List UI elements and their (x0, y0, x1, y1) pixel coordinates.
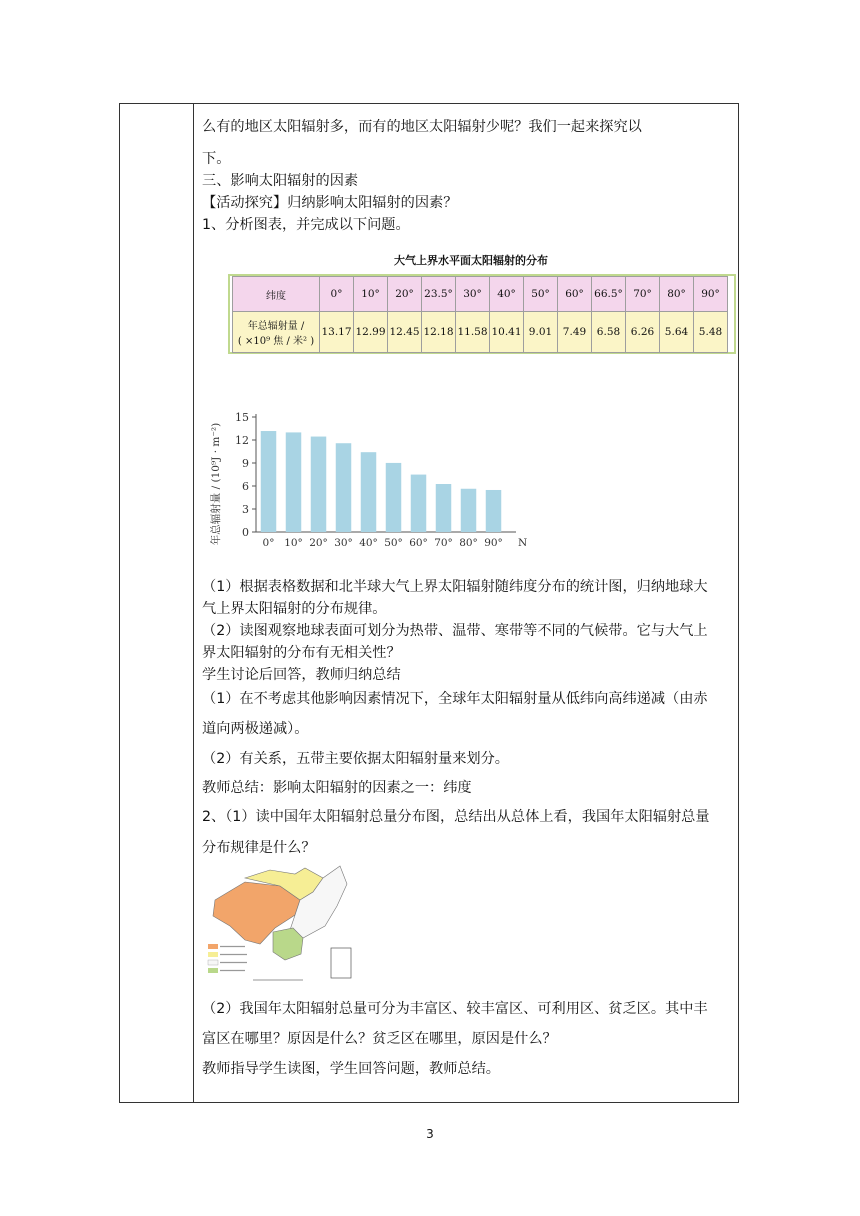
bar (411, 475, 427, 532)
lat-cell: 23.5° (422, 277, 456, 312)
lat-cell: 20° (388, 277, 422, 312)
text-line: 气上界太阳辐射的分布规律。 (202, 601, 387, 617)
lat-cell: 0° (320, 277, 354, 312)
y-tick-label: 0 (242, 526, 249, 539)
value-cell: 12.18 (422, 312, 456, 353)
text-line: （2）我国年太阳辐射总量可分为丰富区、较丰富区、可利用区、贫乏区。其中丰 (202, 1001, 708, 1017)
value-cell: 12.45 (388, 312, 422, 353)
y-tick-label: 9 (242, 457, 249, 470)
text-line: 2、（1）读中国年太阳辐射总量分布图，总结出从总体上看，我国年太阳辐射总量 (202, 809, 710, 825)
task-heading: 1、分析图表，并完成以下问题。 (202, 217, 410, 233)
x-tick-label: 10° (284, 537, 303, 549)
x-tick-label: 40° (359, 537, 378, 549)
lat-cell: 30° (456, 277, 490, 312)
y-tick-label: 12 (235, 434, 249, 447)
value-cell: 5.64 (660, 312, 694, 353)
x-tick-label: 50° (384, 537, 403, 549)
activity-heading: 【活动探究】归纳影响太阳辐射的因素？ (202, 195, 458, 211)
bar (361, 452, 377, 532)
lat-cell: 10° (354, 277, 388, 312)
value-cell: 6.26 (626, 312, 660, 353)
bar (386, 463, 402, 532)
text-line: 道向两极递减）。 (202, 721, 309, 737)
page-number: 3 (426, 1127, 434, 1141)
y-tick-label: 3 (242, 503, 249, 516)
x-tick-label: 30° (334, 537, 353, 549)
lat-cell: 60° (558, 277, 592, 312)
radiation-header-line2: ( ×10⁹ 焦 / 米² ) (237, 336, 315, 347)
x-tick-label: 0° (262, 537, 275, 549)
column-divider (193, 104, 194, 1102)
lesson-table (119, 103, 739, 1103)
bar (486, 490, 502, 532)
radiation-table-figure (206, 248, 736, 358)
radiation-row (233, 312, 728, 353)
text-line: 下。 (202, 151, 231, 167)
text-line: 界太阳辐射的分布有无相关性？ (202, 645, 401, 661)
value-cell: 7.49 (558, 312, 592, 353)
china-radiation-map (205, 860, 355, 984)
bar (336, 443, 352, 532)
x-axis-end-label: N (518, 537, 528, 549)
text-line: 么有的地区太阳辐射多，而有的地区太阳辐射少呢？我们一起来探究以 (202, 119, 642, 135)
radiation-header-line1: 年总辐射量 / (247, 321, 305, 332)
bar (436, 484, 452, 532)
legend-swatch-3 (208, 960, 218, 965)
x-tick-label: 70° (434, 537, 453, 549)
value-cell: 12.99 (354, 312, 388, 353)
lat-cell: 80° (660, 277, 694, 312)
text-line: 教师指导学生读图，学生回答问题，教师总结。 (202, 1061, 500, 1077)
latitude-header: 纬度 (233, 277, 320, 312)
value-cell: 5.48 (694, 312, 728, 353)
x-tick-label: 20° (309, 537, 328, 549)
y-axis-label: 年总辐射量 / (10⁹J · m⁻²) (210, 422, 222, 546)
legend-swatch-2 (208, 952, 218, 957)
text-line: 富区在哪里？原因是什么？贫乏区在哪里，原因是什么？ (202, 1031, 557, 1047)
text-line: （1）根据表格数据和北半球大气上界太阳辐射随纬度分布的统计图，归纳地球大 (202, 579, 708, 595)
lat-cell: 70° (626, 277, 660, 312)
text-line: 学生讨论后回答，教师归纳总结 (202, 667, 401, 683)
value-cell: 9.01 (524, 312, 558, 353)
lat-cell: 50° (524, 277, 558, 312)
value-cell: 6.58 (592, 312, 626, 353)
radiation-header (233, 312, 320, 353)
lat-cell: 40° (490, 277, 524, 312)
section-heading: 三、影响太阳辐射的因素 (202, 173, 359, 189)
text-line: 分布规律是什么？ (202, 840, 316, 856)
x-tick-label: 60° (409, 537, 428, 549)
text-line: （2）有关系，五带主要依据太阳辐射量来划分。 (202, 751, 509, 767)
radiation-bar-chart (206, 402, 536, 562)
south-sea-inset (331, 948, 351, 978)
value-cell: 13.17 (320, 312, 354, 353)
bar (261, 431, 277, 532)
bar (311, 437, 327, 532)
value-cell: 10.41 (490, 312, 524, 353)
value-cell: 11.58 (456, 312, 490, 353)
y-tick-label: 6 (242, 480, 249, 493)
y-tick-label: 15 (235, 411, 249, 424)
bar (286, 432, 302, 532)
legend-swatch-1 (208, 944, 218, 949)
table-title: 大气上界水平面太阳辐射的分布 (394, 254, 548, 267)
x-tick-label: 90° (484, 537, 503, 549)
text-line: （2）读图观察地球表面可划分为热带、温带、寒带等不同的气候带。它与大气上 (202, 623, 708, 639)
latitude-row (233, 277, 728, 312)
lat-cell: 90° (694, 277, 728, 312)
lat-cell: 66.5° (592, 277, 626, 312)
text-line: 教师总结：影响太阳辐射的因素之一：纬度 (202, 780, 472, 796)
radiation-table (232, 276, 728, 353)
legend-swatch-4 (208, 968, 218, 973)
text-line: （1）在不考虑其他影响因素情况下，全球年太阳辐射量从低纬向高纬递减（由赤 (202, 691, 708, 707)
x-tick-label: 80° (459, 537, 478, 549)
bar (461, 489, 477, 532)
